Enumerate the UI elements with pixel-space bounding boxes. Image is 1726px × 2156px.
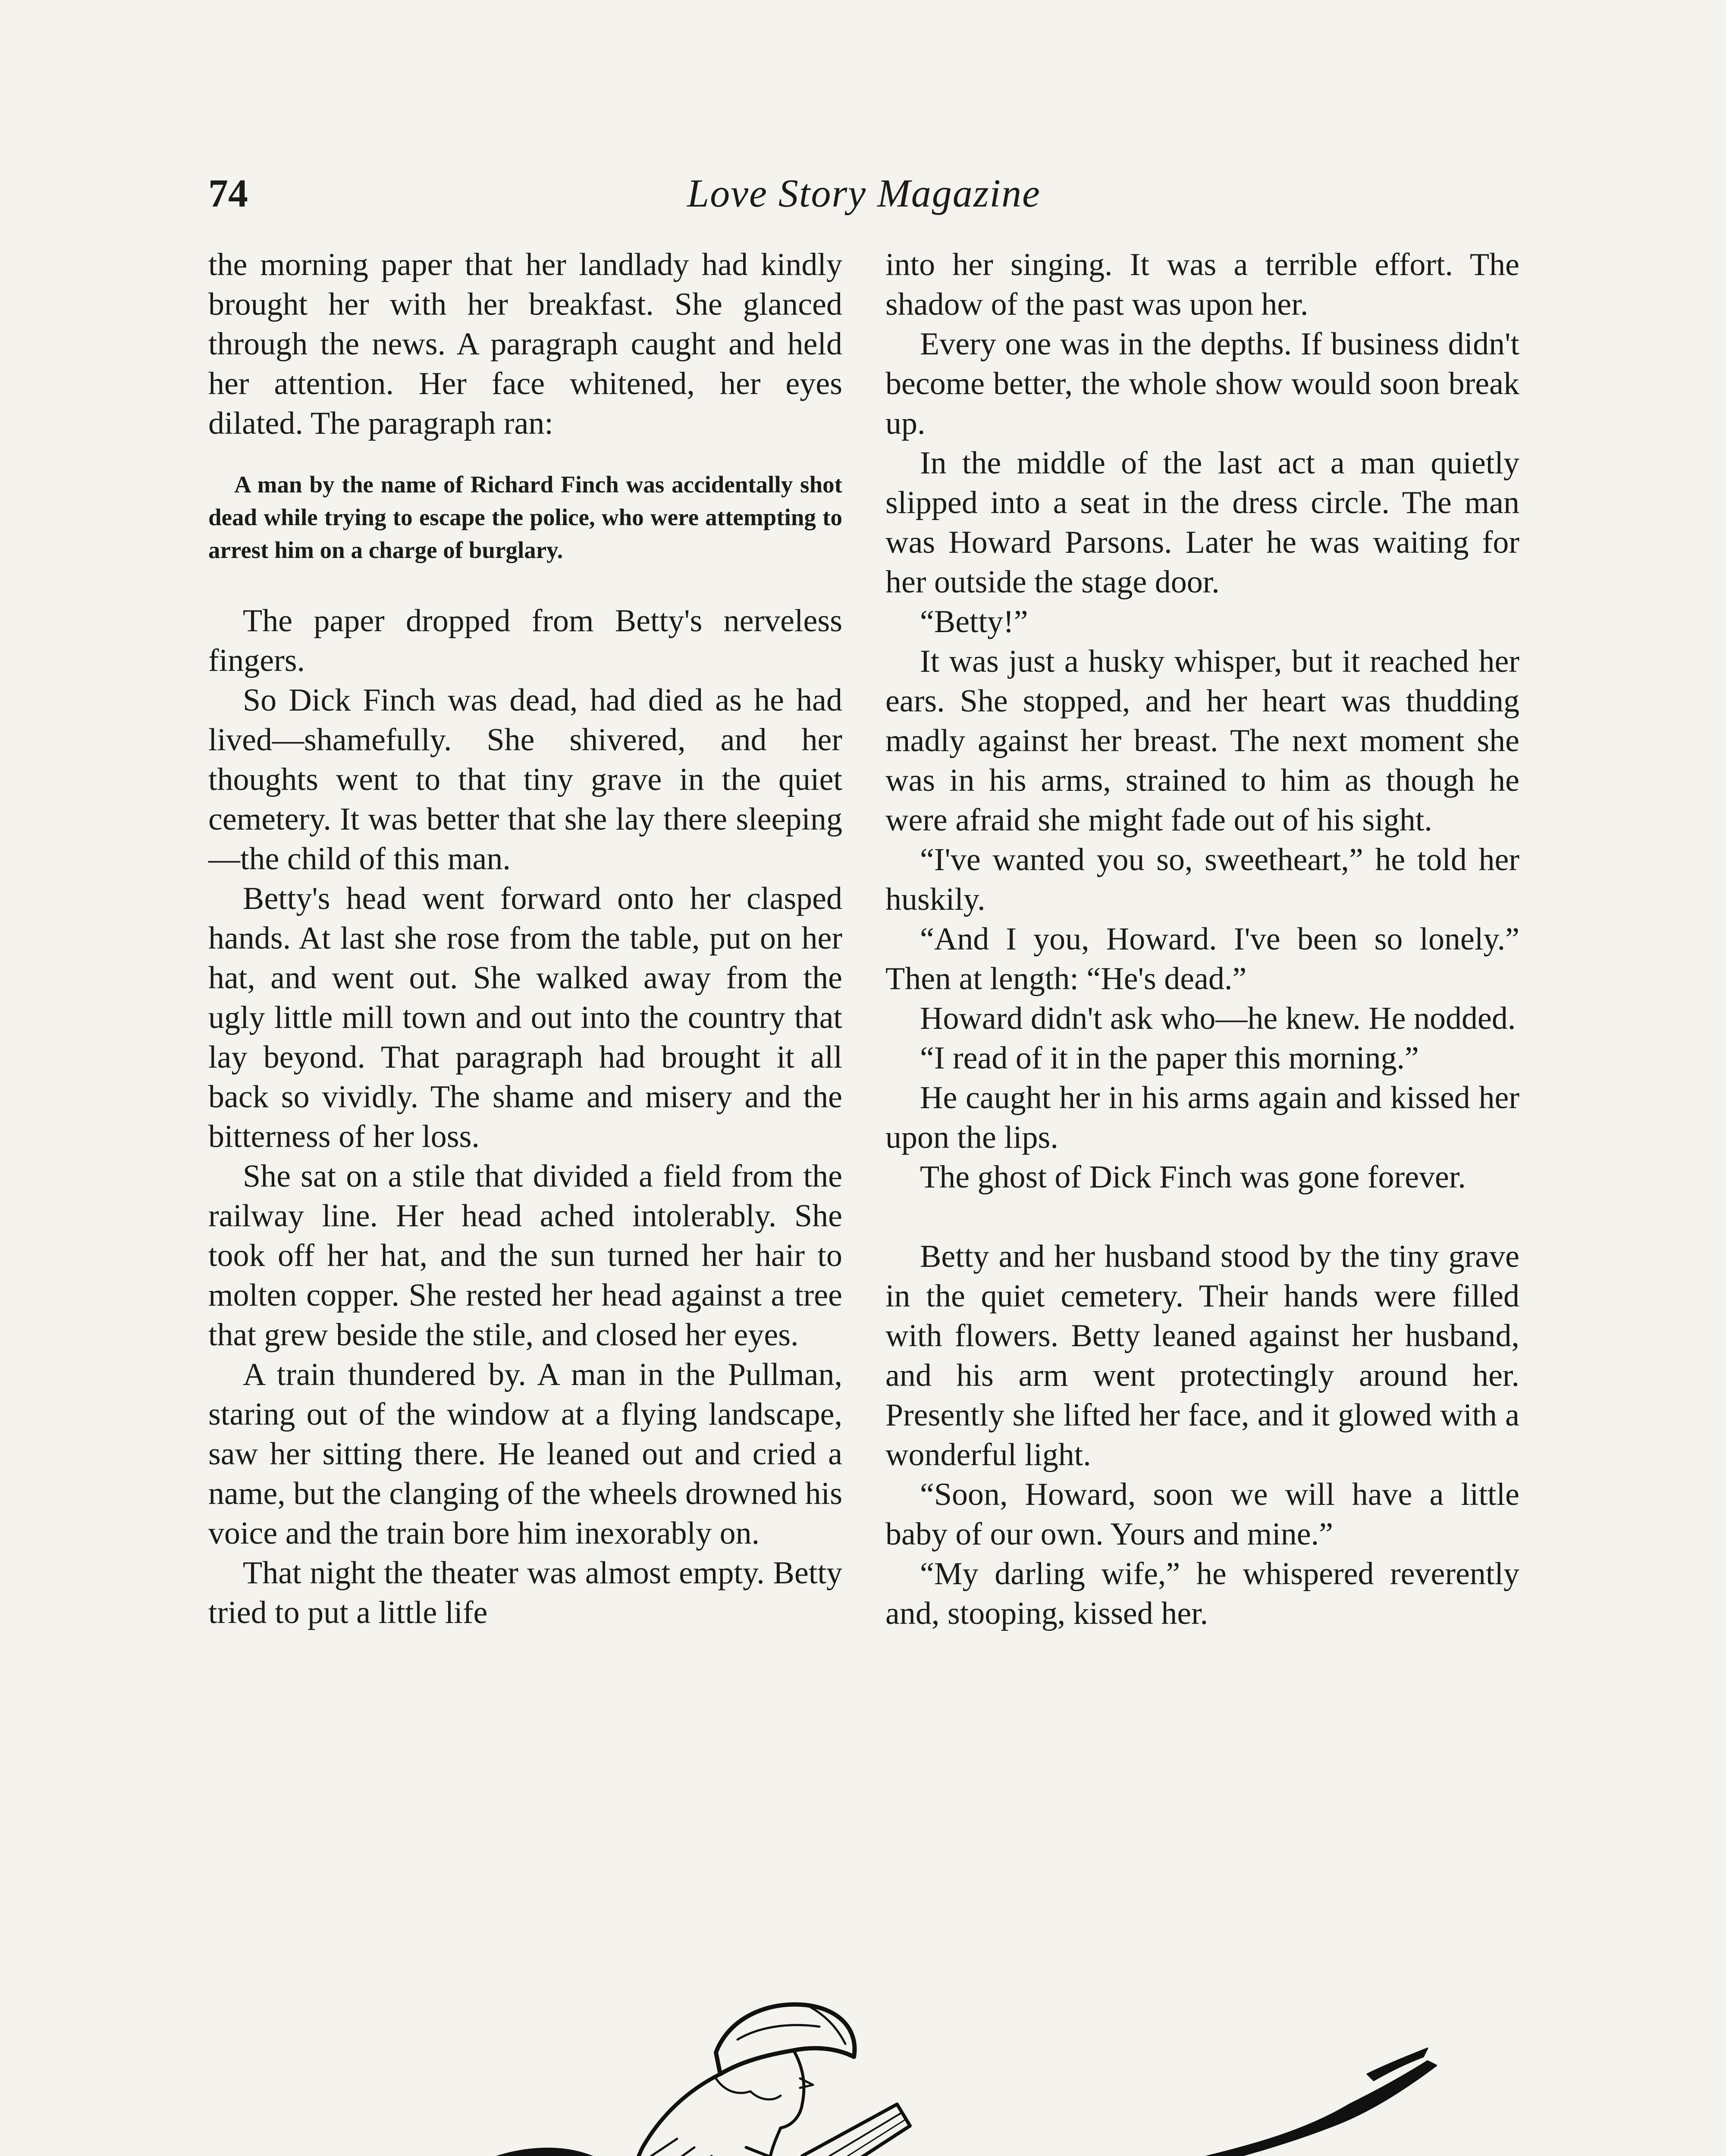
- paragraph: Every one was in the depths. If business didn't become better, the whole show would soon break up.: [885, 326, 1519, 441]
- paragraph: “I've wanted you so, sweetheart,” he told her huskily.: [885, 842, 1519, 917]
- paragraph: It was just a husky whisper, but it reached her ears. She stopped, and her heart was thudding madly against her breast. The next moment she was in his arms, strained to him as though he were afraid she might fade out of his sight.: [885, 644, 1519, 838]
- paragraph: The ghost of Dick Finch was gone forever.: [920, 1159, 1466, 1195]
- section-break: [885, 1197, 1519, 1237]
- newspaper-quote: A man by the name of Richard Finch was accidentally shot dead while trying to escape the police, who were attempting to arrest him on a charge of burglary.: [208, 471, 842, 563]
- paragraph: Betty and her husband stood by the tiny grave in the quiet cemetery. Their hands were filled with flowers. Betty leaned against her husband, and his arm went protectingly around her. Presently she lifted her face, and it glowed with a wonderful light.: [885, 1239, 1519, 1473]
- page-number: 74: [208, 171, 248, 215]
- paragraph: A train thundered by. A man in the Pullman, staring out of the window at a flying landscape, saw her sitting there. He leaned out and cried a name, but the clanging of the wheels drowned his voice and the train bore him inexorably on.: [208, 1357, 842, 1551]
- paragraph: “My darling wife,” he whispered reverently and, stooping, kissed her.: [885, 1556, 1519, 1631]
- right-column: [885, 245, 1519, 1633]
- paragraph: The paper dropped from Betty's nerveless fingers.: [208, 603, 842, 678]
- paragraph: the morning paper that her landlady had kindly brought her with her breakfast. She glanced through the news. A paragraph caught and held her attention. Her face whitened, her eyes dilated. The paragraph ran:: [208, 247, 842, 441]
- paragraph: That night the theater was almost empty. Betty tried to put a little life: [208, 1555, 842, 1630]
- reading-girl-tailpiece-icon: [263, 1975, 1453, 2156]
- paragraph: She sat on a stile that divided a field from the railway line. Her head ached intolerably. She took off her hat, and the sun turned her hair to molten copper. She rested her head against a tree that grew beside the stile, and closed her eyes.: [208, 1159, 842, 1353]
- left-column: [208, 245, 842, 1633]
- paragraph: Betty's head went forward onto her clasped hands. At last she rose from the table, put on her hat, and went out. She walked away from the ugly little mill town and out into the country that lay beyond. That paragraph had brought it all back so vividly. The shame and misery and the bitterness of her loss.: [208, 881, 842, 1154]
- paragraph: Howard didn't ask who—he knew. He nodded.: [920, 1001, 1516, 1036]
- paragraph: He caught her in his arms again and kissed her upon the lips.: [885, 1080, 1519, 1155]
- paragraph: into her singing. It was a terrible effort. The shadow of the past was upon her.: [885, 247, 1519, 322]
- paragraph: “Soon, Howard, soon we will have a little baby of our own. Yours and mine.”: [885, 1477, 1519, 1552]
- paragraph: “I read of it in the paper this morning.”: [920, 1040, 1419, 1076]
- tailpiece-svg: [263, 1975, 1453, 2156]
- page-header: [208, 165, 1519, 221]
- paragraph: So Dick Finch was dead, had died as he had lived—shamefully. She shivered, and her thoughts went to that tiny grave in the quiet cemetery. It was better that she lay there sleeping—the child of this man.: [208, 683, 842, 877]
- paragraph: “Betty!”: [920, 604, 1028, 639]
- paragraph: In the middle of the last act a man quietly slipped into a seat in the dress circle. The man was Howard Parsons. Later he was waiting for her outside the stage door.: [885, 445, 1519, 600]
- magazine-title: Love Story Magazine: [687, 171, 1041, 215]
- paragraph: “And I you, Howard. I've been so lonely.” Then at length: “He's dead.”: [885, 921, 1519, 997]
